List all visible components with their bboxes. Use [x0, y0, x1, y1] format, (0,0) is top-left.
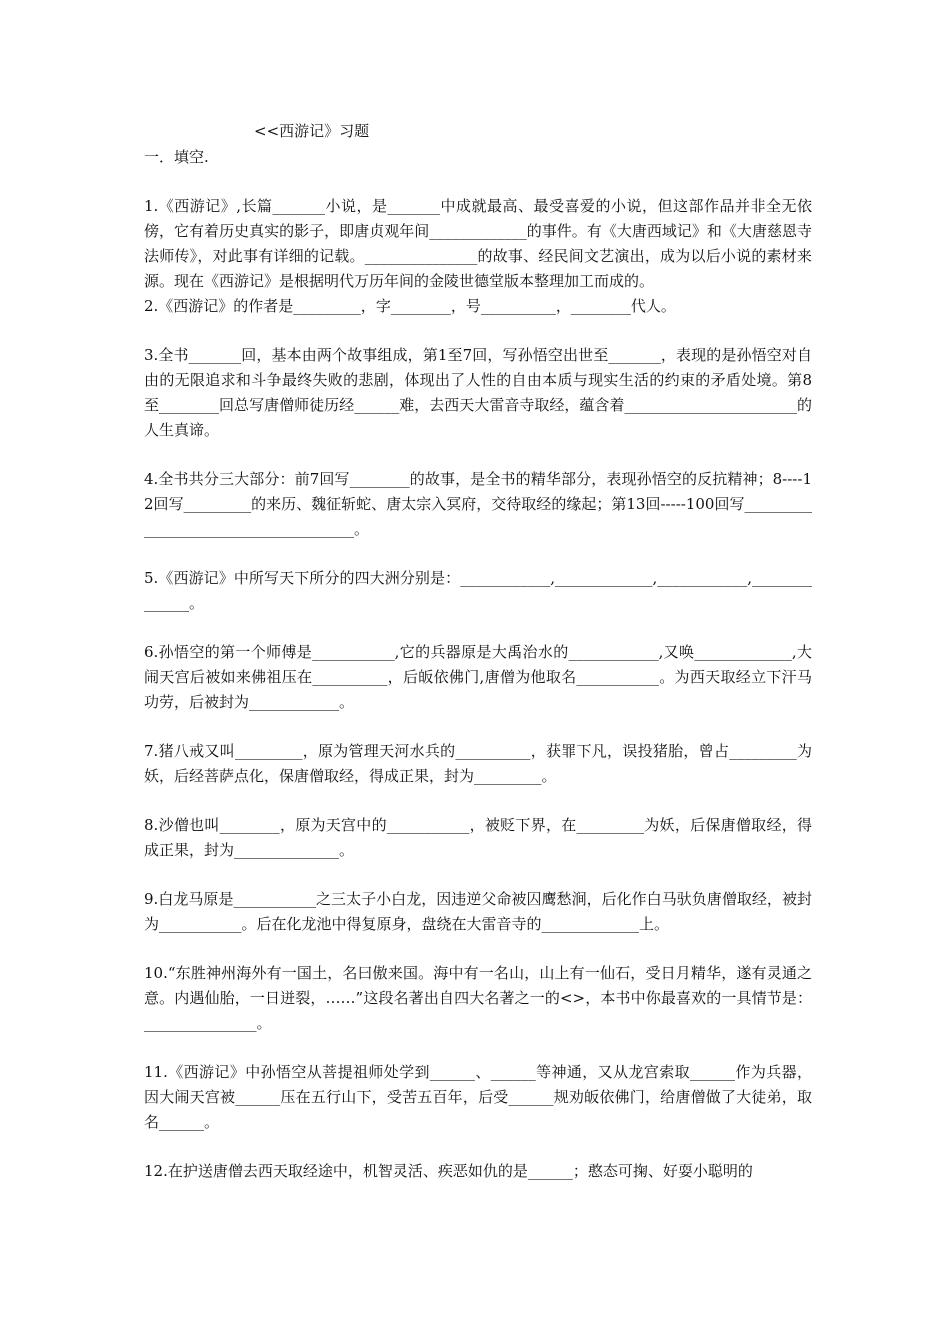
question-7: 7.猪八戒又叫_________，原为管理天河水兵的__________，获罪下凡，误投猪胎，曾占_________为妖，后经菩萨点化，保唐僧取经，得成正果，封为_________。 — [144, 742, 812, 785]
question-6: 6.孙悟空的第一个师傅是___________,它的兵器原是大禹治水的____________,又唤_____________,大闹天宫后被如来佛祖压在__________，后皈依佛门,唐僧为他取名___________。为西天取经立下汗马功劳，后被封为____________。 — [144, 643, 812, 711]
question-2: 2.《西游记》的作者是_________，字________，号__________，________代人。 — [144, 297, 676, 315]
question-4: 4.全书共分三大部分：前7回写________的故事，是全书的精华部分，表现孙悟空的反抗精神；8----12回写_________的来历、魏征斩蛇、唐太宗入冥府，交待取经的缘起；第13回-----100回写_____________________________________。 — [144, 470, 812, 538]
document-title: <<西游记》习题 — [254, 122, 370, 140]
question-11: 11.《西游记》中孙悟空从菩提祖师处学到______、______等神通，又从龙宫索取______作为兵器，因大闹天宫被______压在五行山下，受苦五百年，后受______规劝皈依佛门，给唐僧做了大徒弟，取名______。 — [144, 1063, 812, 1131]
question-12: 12.在护送唐僧去西天取经途中，机智灵活、疾恶如仇的是______；憨态可掬、好耍小聪明的 — [144, 1162, 753, 1180]
section-heading: 一．填空. — [144, 148, 209, 166]
question-10: 10.“东胜神州海外有一国土，名曰傲来国。海中有一名山，山上有一仙石，受日月精华，遂有灵通之意。内遇仙胎，一日迸裂，……”这段名著出自四大名著之一的<>，本书中你最喜欢的一具情节是：_______________。 — [144, 964, 812, 1032]
question-9: 9.白龙马原是___________之三太子小白龙，因违逆父命被囚鹰愁涧，后化作白马驮负唐僧取经，被封为___________。后在化龙池中得复原身，盘绕在大雷音寺的_____________上。 — [144, 890, 812, 933]
document-page — [144, 118, 812, 1184]
question-5: 5.《西游记》中所写天下所分的四大洲分别是：____________,_____________,____________,______________。 — [144, 569, 812, 612]
question-8: 8.沙僧也叫________，原为天宫中的___________，被贬下界，在_________为妖，后保唐僧取经，得成正果，封为______________。 — [144, 816, 812, 859]
question-3: 3.全书_______回，基本由两个故事组成，第1至7回，写孙悟空出世至_______，表现的是孙悟空对自由的无限追求和斗争最终失败的悲剧，体现出了人性的自由本质与现实生活的约束的矛盾处境。第8至________回总写唐僧师徒历经______难，去西天大雷音寺取经，蕴含着_______________________的人生真谛。 — [144, 346, 812, 439]
question-1: 1.《西游记》,长篇_______小说，是_______中成就最高、最受喜爱的小说，但这部作品并非全无依傍，它有着历史真实的影子，即唐贞观年间_____________的事件。有《大唐西域记》和《大唐慈恩寺法师传》，对此事有详细的记载。_______________的故事、经民间文艺演出，成为以后小说的素材来源。现在《西游记》是根据明代万历年间的金陵世德堂版本整理加工而成的。 — [144, 197, 812, 290]
